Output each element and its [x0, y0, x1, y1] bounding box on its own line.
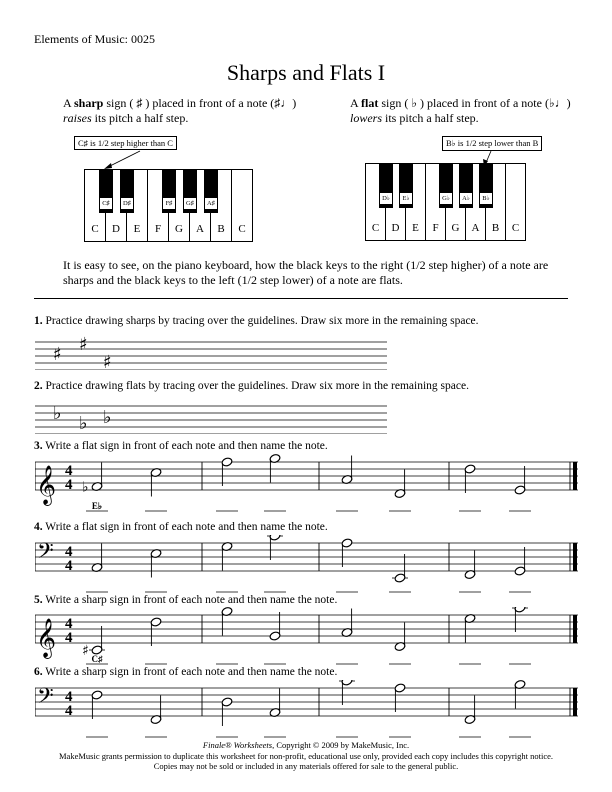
treble-clef-icon: 𝄞 [36, 618, 57, 658]
sharp-def-term: sharp [74, 96, 104, 110]
exercise-1-instruction [34, 315, 479, 327]
black-key [183, 169, 197, 213]
exercise-5-text: Write a sharp sign in front of each note and then name the note. [45, 594, 338, 606]
black-key [162, 169, 176, 213]
black-key-label: G♯ [184, 198, 196, 209]
treble-clef-icon: 𝄞 [36, 465, 57, 505]
black-key-label: D♭ [380, 193, 392, 204]
callout-arrows [0, 0, 612, 180]
bass-clef-icon: 𝄢 [37, 684, 54, 714]
bass-clef-icon: 𝄢 [37, 539, 54, 569]
flat-guide: ♭ [79, 413, 88, 434]
staff-graphic [35, 454, 578, 514]
white-key-label: A [196, 223, 204, 235]
exercise-4-number: 4. [34, 521, 43, 533]
white-key-label: C [91, 223, 99, 235]
white-key [231, 169, 253, 242]
keyboard-flats [365, 163, 525, 241]
exercise-5-instruction [34, 594, 337, 606]
exercise-6-staff[interactable] [35, 680, 578, 740]
white-key-label: C [238, 223, 246, 235]
exercise-1-number: 1. [34, 315, 43, 327]
black-key-label: C♯ [100, 198, 112, 209]
time-signature-bottom: 4 [65, 477, 73, 493]
exercise-2-staff[interactable] [35, 398, 387, 434]
sharp-def-verb: raises [63, 111, 92, 125]
flat-def-verb: lowers [350, 111, 383, 125]
sharp-def-lead: A [63, 96, 75, 110]
exercise-5-staff[interactable] [35, 607, 578, 667]
sharp-guide: ♯ [103, 352, 112, 370]
black-key [379, 163, 393, 208]
exercise-4-text: Write a flat sign in front of each note and then name the note. [45, 521, 328, 533]
page-title: Sharps and Flats I [226, 60, 386, 85]
white-key [505, 163, 526, 241]
time-signature-bottom: 4 [65, 703, 73, 719]
flat-def-lead: A [350, 96, 362, 110]
exercise-3-instruction [34, 440, 328, 452]
white-key-label: G [175, 223, 183, 235]
keyboard-sharps [84, 169, 252, 242]
keyboard-explanation: It is easy to see, on the piano keyboard, how the black keys to the right (1/2 step higher) of a note are sharps and the black keys to the left (1/2 step lower) of a note are flats. [63, 258, 549, 287]
example-answer: E♭ [91, 501, 103, 511]
flat-def-term: flat [361, 96, 379, 110]
white-key-label: D [391, 222, 400, 234]
accidental-example: ♯ [82, 643, 89, 659]
exercise-6-instruction [34, 666, 337, 678]
staff-graphic [35, 535, 578, 595]
permission-line: MakeMusic grants permission to duplicate this worksheet for non-profit, educational use only, provided each copy includes this copyright notice. [59, 751, 553, 761]
white-key-label: F [432, 222, 439, 234]
exercise-3-text: Write a flat sign in front of each note and then name the note. [45, 440, 328, 452]
white-key-label: D [112, 223, 120, 235]
black-key-label: E♭ [400, 193, 412, 204]
final-barline-thick [573, 462, 577, 490]
black-key-label: B♭ [480, 193, 492, 204]
white-key-label: G [451, 222, 460, 234]
staff-graphic [35, 334, 387, 370]
white-key-label: E [412, 222, 419, 234]
staff-graphic [35, 680, 578, 740]
white-key-label: C [511, 222, 520, 234]
flat-def-body: sign ( ♭ ) placed in front of a note (♭♩) [378, 96, 571, 110]
white-key-label: E [133, 223, 141, 235]
black-key [99, 169, 113, 213]
black-key [479, 163, 493, 208]
white-key-label: B [491, 222, 500, 234]
flat-guide: ♭ [53, 403, 62, 424]
staff-graphic [35, 607, 578, 667]
exercise-5-number: 5. [34, 594, 43, 606]
restriction-line: Copies may not be sold or included in any materials offered for sale to the general public. [153, 761, 459, 771]
sharp-def-tail: its pitch a half step. [91, 111, 189, 125]
sharp-guide: ♯ [53, 344, 62, 365]
white-key-label: B [217, 223, 225, 235]
flat-guide: ♭ [103, 407, 112, 428]
black-key-label: A♯ [205, 198, 217, 209]
final-barline-thick [573, 688, 577, 716]
sharp-def-body: sign ( ♯ ) placed in front of a note (♯♩) [103, 96, 297, 110]
footer-product-name: Finale® Worksheets [202, 740, 273, 750]
flat-callout: B♭ is 1/2 step lower than B [442, 136, 542, 151]
black-key [120, 169, 134, 213]
black-key-label: A♭ [460, 193, 472, 204]
staff-graphic [35, 398, 387, 434]
divider [34, 298, 568, 299]
exercise-3-staff[interactable] [35, 454, 578, 514]
exercise-1-staff[interactable] [35, 334, 387, 370]
exercise-4-instruction [34, 521, 328, 533]
time-signature-top: 4 [65, 544, 73, 560]
time-signature-top: 4 [65, 463, 73, 479]
black-key-label: F♯ [163, 198, 175, 209]
exercise-6-text: Write a sharp sign in front of each note and then name the note. [45, 666, 338, 678]
black-key-label: D♯ [121, 198, 133, 209]
exercise-2-number: 2. [34, 380, 43, 392]
final-barline-thick [573, 543, 577, 571]
black-key [439, 163, 453, 208]
exercise-2-text: Practice drawing flats by tracing over the guidelines. Draw six more in the remaining space. [45, 380, 469, 392]
white-key-label: C [371, 222, 380, 234]
accidental-example: ♭ [82, 479, 89, 496]
time-signature-top: 4 [65, 689, 73, 705]
white-key-label: A [471, 222, 480, 234]
series-label: Elements of Music: 0025 [34, 32, 155, 46]
exercise-6-number: 6. [34, 666, 43, 678]
time-signature-top: 4 [65, 616, 73, 632]
flat-def-tail: its pitch a half step. [382, 111, 479, 125]
black-key [399, 163, 413, 208]
black-key [459, 163, 473, 208]
exercise-3-number: 3. [34, 440, 43, 452]
time-signature-bottom: 4 [65, 558, 73, 574]
black-key-label: G♭ [440, 193, 452, 204]
sharp-guide: ♯ [79, 334, 88, 355]
black-key [204, 169, 218, 213]
final-barline-thick [573, 615, 577, 643]
exercise-1-text: Practice drawing sharps by tracing over the guidelines. Draw six more in the remaining space. [45, 315, 479, 327]
white-key-label: F [154, 223, 162, 235]
sharp-callout: C♯ is 1/2 step higher than C [74, 136, 177, 150]
exercise-4-staff[interactable] [35, 535, 578, 595]
example-answer: C♯ [91, 654, 103, 664]
copyright-line [0, 740, 612, 750]
exercise-2-instruction [34, 380, 469, 392]
footer-copyright: , Copyright © 2009 by MakeMusic, Inc. [272, 740, 410, 750]
time-signature-bottom: 4 [65, 630, 73, 646]
